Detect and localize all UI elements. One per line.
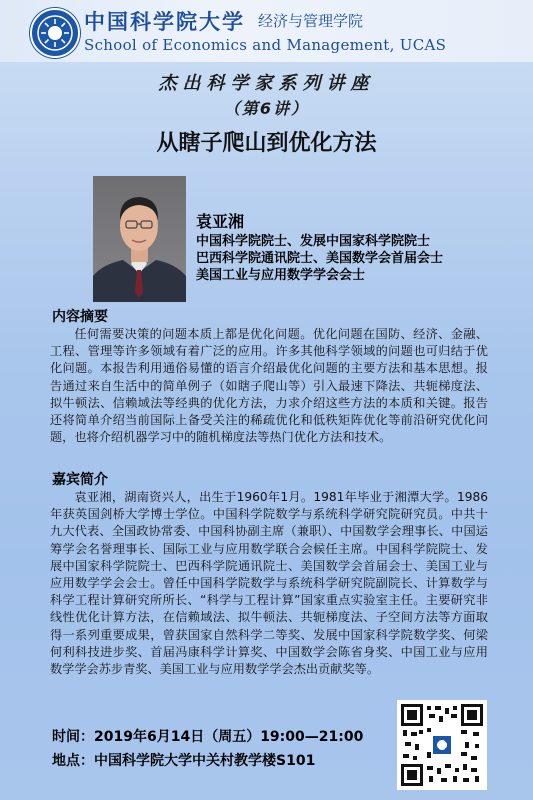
- school-name-en: School of Economics and Management, UCAS: [84, 36, 447, 54]
- speaker-name: 袁亚湘: [196, 212, 245, 231]
- bio-text: 袁亚湘，湖南资兴人，出生于1960年1月。1981年毕业于湘潭大学。1986年获英国剑桥大学博士学位。中国科学院数学与系统科学研究院研究员。中共十九大代表、全国政协常委、中国科协副主席（兼职）、中国数学会理事长、中国运筹学会名誉理事长、国际工业与应用数学联合会候任主席。中国科学院院士、发展中国家科学院院士、巴西科学院通讯院士、美国数学会首届会士、美国工业与应用数学学会会士。曾任中国科学院数学与系统科学研究院副院长、计算数学与科学工程计算研究所所长、“科学与工程计算”国家重点实验室主任。主要研究非线性优化计算方法，在信赖域法、拟牛顿法、共轭梯度法、子空间方法等方面取得一系列重要成果，曾获国家自然科学二等奖、发展中国家科学院数学奖、何梁何利科技进步奖、首届冯康科学计算奖、中国数学会陈省身奖、中国工业与应用数学学会苏步青奖、美国工业与应用数学学会杰出贡献奖等。: [50, 490, 488, 677]
- speaker-photo: [93, 176, 186, 302]
- speaker-title-line: 美国工业与应用数学学会会士: [196, 268, 366, 283]
- lecture-number: （第6讲）: [223, 99, 310, 118]
- speaker-title-line: 巴西科学院通讯院士、美国数学会首届会士: [196, 251, 444, 266]
- bio-heading: 嘉宾简介: [52, 472, 108, 488]
- abstract-text: 任何需要决策的问题本质上都是优化问题。优化问题在国防、经济、金融、工程、管理等许多领域有着广泛的应用。许多其他科学领域的问题也可归结于优化问题。本报告利用通俗易懂的语言介绍最优化问题的主要方法和基本思想。报告通过来自生活中的简单例子（如瞎子爬山等）引入最速下降法、共轭梯度法、拟牛顿法、信赖域法等经典的优化方法，力求介绍这些方法的本质和关键。报告还将简单介绍当前国际上备受关注的稀疏优化和低秩矩阵优化等前沿研究优化问题，也将介绍机器学习中的随机梯度法等热门优化方法和技术。: [50, 327, 488, 445]
- talk-title: 从瞎子爬山到优化方法: [156, 131, 377, 156]
- speaker-title-line: 中国科学院院士、发展中国家科学院院士: [196, 234, 431, 249]
- department-name-cn: 经济与管理学院: [258, 12, 364, 30]
- university-name-cn: 中国科学院大学: [84, 9, 245, 34]
- abstract-heading: 内容摘要: [52, 309, 108, 325]
- event-place: 地点：中国科学院大学中关村教学楼S101: [52, 753, 316, 769]
- header-banner: [0, 0, 533, 62]
- speaker-titles: [196, 233, 443, 284]
- series-title: 杰出科学家系列讲座: [158, 73, 375, 94]
- event-time: 时间：2019年6月14日（周五）19:00—21:00: [52, 729, 364, 745]
- qr-code-icon: [397, 700, 487, 790]
- ucas-logo-icon: [30, 8, 80, 58]
